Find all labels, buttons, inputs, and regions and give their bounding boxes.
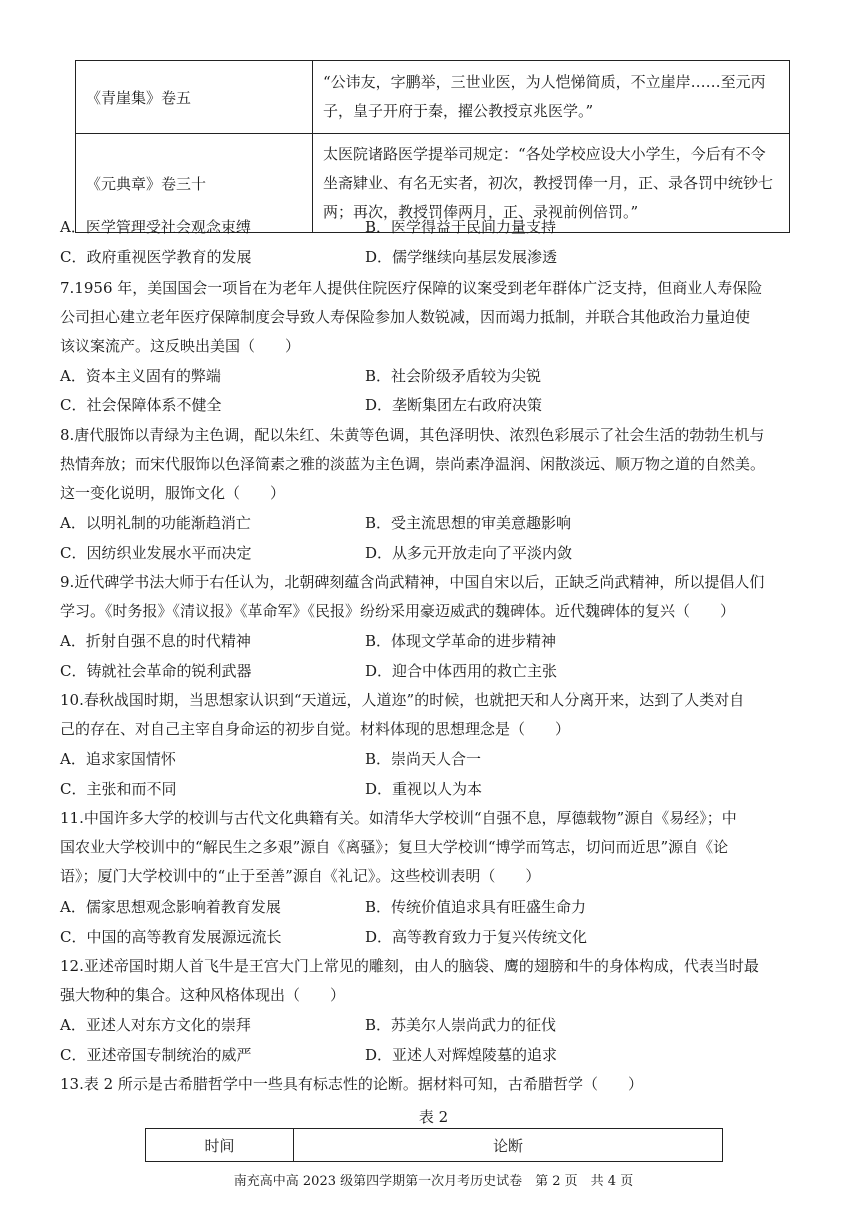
- q6-option-d: D．儒学继续向基层发展渗透: [365, 248, 558, 266]
- q7-stem-line: 公司担心建立老年医疗保障制度会导致人寿保险参加人数锐减，因而竭力抵制，并联合其他政治力量迫使: [60, 308, 751, 326]
- q11-stem-line: 国农业大学校训中的“解民生之多艰”源自《离骚》；复旦大学校训“博学而笃志，切问而近思”源自《论: [60, 838, 729, 856]
- table2-caption: 表 2: [418, 1108, 449, 1126]
- q11-option-a: A．儒家思想观念影响着教育发展: [60, 898, 281, 916]
- table2-header-row: [146, 1129, 723, 1162]
- q8-option-c: C．因纺织业发展水平而决定: [60, 544, 252, 562]
- q12-option-d: D．亚述人对辉煌陵墓的追求: [365, 1046, 558, 1064]
- source-title: 《元典章》卷三十: [76, 134, 313, 233]
- q9-option-a: A．折射自强不息的时代精神: [60, 632, 251, 650]
- q10-option-c: C．主张和而不同: [60, 780, 177, 798]
- source-row: [76, 61, 790, 134]
- q6-option-b: B．医学得益于民间力量支持: [365, 218, 557, 236]
- q11-option-d: D．高等教育致力于复兴传统文化: [365, 928, 588, 946]
- q9-option-b: B．体现文学革命的进步精神: [365, 632, 557, 650]
- q12-stem-line: 强大物种的集合。这种风格体现出（ ）: [60, 986, 346, 1004]
- q8-option-a: A．以明礼制的功能渐趋消亡: [60, 514, 251, 532]
- source-text: “公讳友，字鹏举，三世业医，为人恺悌简质，不立崖岸……至元丙子，皇子开府于秦，擢公教授京兆医学。”: [313, 61, 790, 134]
- source-table: [75, 60, 790, 233]
- table2-header-thesis: 论断: [294, 1129, 723, 1162]
- q10-option-a: A．追求家国情怀: [60, 750, 176, 768]
- q9-stem-line: 9.近代碑学书法大师于右任认为，北朝碑刻蕴含尚武精神，中国自宋以后，正缺乏尚武精神，所以提倡人们: [60, 573, 765, 591]
- page-footer: 南充高中高 2023 级第四学期第一次月考历史试卷 第 2 页 共 4 页: [233, 1174, 634, 1189]
- q7-option-c: C．社会保障体系不健全: [60, 396, 222, 414]
- table2-header-time: 时间: [146, 1129, 294, 1162]
- q8-stem-line: 这一变化说明，服饰文化（ ）: [60, 484, 286, 502]
- q9-option-d: D．迎合中体西用的救亡主张: [365, 662, 558, 680]
- q8-stem-line: 8.唐代服饰以青绿为主色调，配以朱红、朱黄等色调，其色泽明快、浓烈色彩展示了社会生活的勃勃生机与: [60, 426, 765, 444]
- q11-stem-line: 11.中国许多大学的校训与古代文化典籍有关。如清华大学校训“自强不息，厚德载物”源自《易经》；中: [60, 809, 737, 827]
- source-title: 《青崖集》卷五: [76, 61, 313, 134]
- q12-stem-line: 12.亚述帝国时期人首飞牛是王宫大门上常见的雕刻，由人的脑袋、鹰的翅膀和牛的身体构成，代表当时最: [60, 957, 759, 975]
- q8-option-d: D．从多元开放走向了平淡内敛: [365, 544, 573, 562]
- q9-stem-line: 学习。《时务报》《清议报》《革命军》《民报》纷纷采用豪迈威武的魏碑体。近代魏碑体的复兴（ ）: [60, 602, 736, 620]
- q8-stem-line: 热情奔放；而宋代服饰以色泽简素之雅的淡蓝为主色调，崇尚素净温润、闲散淡远、顺万物之道的自然美。: [60, 455, 766, 473]
- q11-stem-line: 语》；厦门大学校训中的“止于至善”源自《礼记》。这些校训表明（ ）: [60, 867, 541, 885]
- q10-stem-line: 己的存在、对自己主宰自身命运的初步自觉。材料体现的思想理念是（ ）: [60, 720, 571, 738]
- q10-option-d: D．重视以人为本: [365, 780, 483, 798]
- q10-stem-line: 10.春秋战国时期，当思想家认识到“天道远，人道迩”的时候，也就把天和人分离开来，达到了人类对自: [60, 691, 745, 709]
- q7-option-b: B．社会阶级矛盾较为尖锐: [365, 367, 542, 385]
- q7-option-a: A．资本主义固有的弊端: [60, 367, 221, 385]
- q6-option-a: A．医学管理受社会观念束缚: [60, 218, 251, 236]
- q8-option-b: B．受主流思想的审美意趣影响: [365, 514, 572, 532]
- q12-option-b: B．苏美尔人崇尚武力的征伐: [365, 1016, 557, 1034]
- q12-option-c: C．亚述帝国专制统治的威严: [60, 1046, 252, 1064]
- q12-option-a: A．亚述人对东方文化的崇拜: [60, 1016, 251, 1034]
- q11-option-b: B．传统价值追求具有旺盛生命力: [365, 898, 587, 916]
- q7-option-d: D．垄断集团左右政府决策: [365, 396, 543, 414]
- q7-stem-line: 7.1956 年，美国国会一项旨在为老年人提供住院医疗保障的议案受到老年群体广泛支持，但商业人寿保险: [60, 279, 763, 297]
- q6-option-c: C．政府重视医学教育的发展: [60, 248, 252, 266]
- q7-stem-line: 该议案流产。这反映出美国（ ）: [60, 337, 301, 355]
- q11-option-c: C．中国的高等教育发展源远流长: [60, 928, 282, 946]
- q13-stem-line: 13.表 2 所示是古希腊哲学中一些具有标志性的论断。据材料可知，古希腊哲学（ ）: [60, 1075, 643, 1093]
- q10-option-b: B．崇尚天人合一: [365, 750, 482, 768]
- q9-option-c: C．铸就社会革命的锐利武器: [60, 662, 252, 680]
- source-text: 太医院诸路医学提举司规定：“各处学校应设大小学生，今后有不令坐斋肄业、有名无实者，初次，教授罚俸一月，正、录各罚中统钞七两；再次，教授罚俸两月，正、录视前例倍罚。”: [313, 134, 790, 233]
- table2: [145, 1128, 723, 1162]
